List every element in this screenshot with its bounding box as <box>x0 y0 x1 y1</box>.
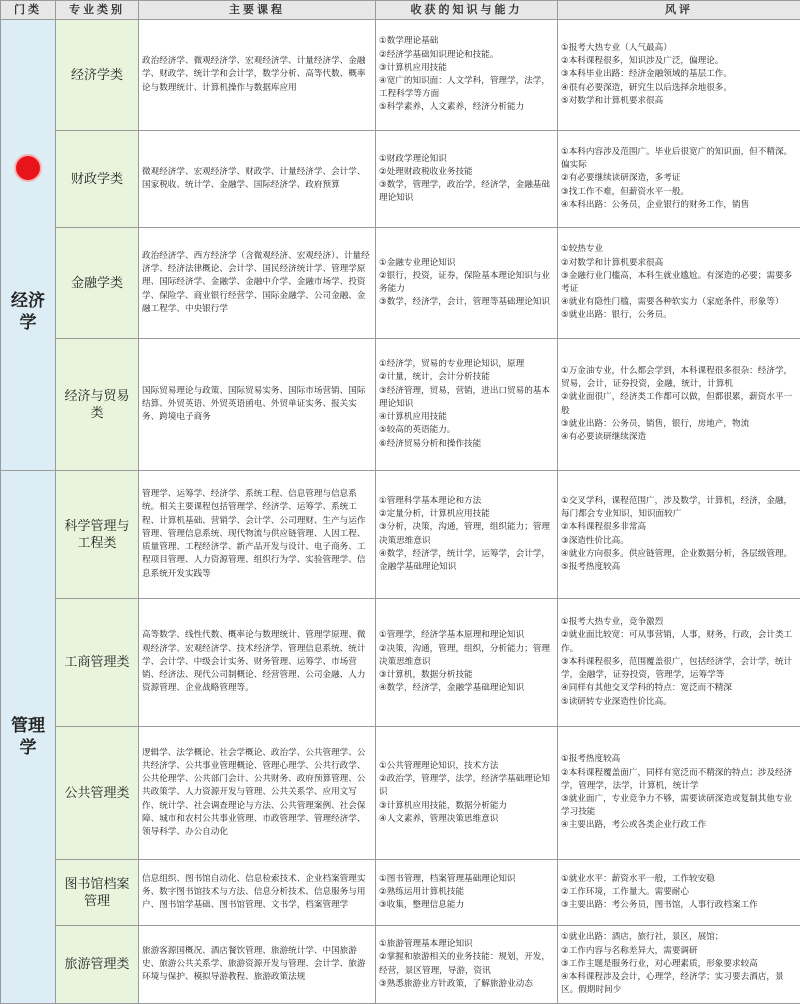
category-cell: 公共管理类 <box>56 727 139 860</box>
reviews-item: ④主要出路，考公或各类企业行政工作 <box>561 819 797 832</box>
reviews-item: ①报考大热专业，竞争激烈 <box>561 616 797 629</box>
group-name: 经济学 <box>8 290 48 334</box>
skills-cell <box>376 131 558 228</box>
reviews-item: ⑤报考热度较高 <box>561 561 797 574</box>
skills-item: ③计算机，数据分析技能 <box>379 669 554 682</box>
skills-item: ①数学理论基础 <box>379 35 554 48</box>
reviews-item: ②有必要继续读研深造，多考证 <box>561 172 797 185</box>
category-cell: 经济学类 <box>56 20 139 131</box>
skills-item: ③数学，经济学，会计，管理等基础理论知识 <box>379 296 554 309</box>
reviews-item: ②工作环境，工作量大。需要耐心 <box>561 886 797 899</box>
reviews-item: ②本科课程覆盖面广，同样有宽泛而不精深的特点；涉及经济学，管理学，法学，计算机，统计学 <box>561 767 797 793</box>
reviews-item: ④很有必要深造，研究生以后选择余地很多。 <box>561 82 797 95</box>
header-col-category: 专业类别 <box>56 1 139 20</box>
header-col-group: 门类 <box>1 1 56 20</box>
skills-item: ②计量，统计，会计分析技能 <box>379 371 554 384</box>
skills-item: ①金融专业理论知识 <box>379 257 554 270</box>
reviews-item: ②对数学和计算机要求很高 <box>561 257 797 270</box>
group-cell-inner <box>1 156 55 334</box>
reviews-item: ④同样有其他交叉学科的特点：宽泛而不精深 <box>561 682 797 695</box>
header-col-reviews: 风评 <box>558 1 800 20</box>
skills-cell <box>376 339 558 471</box>
reviews-item: ①就业水平：薪资水平一般，工作较安稳 <box>561 873 797 886</box>
reviews-item: ②本科课程很多非常高 <box>561 521 797 534</box>
reviews-item: ①万金油专业，什么都会学到，本科课程很多很杂：经济学，贸易，会计，证券投资，金融，统计，计算机 <box>561 365 797 391</box>
skills-cell <box>376 727 558 860</box>
table-row <box>1 20 800 131</box>
skills-item: ②处理财政税收业务技能 <box>379 166 554 179</box>
skills-item: ④人文素养，管理决策思维意识 <box>379 813 554 826</box>
reviews-item: ③就业面广，专业竞争力不够，需要读研深造或复制其他专业学习技能 <box>561 793 797 819</box>
courses-cell: 旅游客源国概况、酒店餐饮管理、旅游统计学、中国旅游史、旅游公共关系学、旅游资源开发与管理、会计学、旅游环境与保护、模拟导游教程、旅游政策法规 <box>139 926 376 1004</box>
reviews-item: ③本科毕业出路：经济金融领域的基层工作。 <box>561 68 797 81</box>
reviews-item: ④有必要读研继续深造 <box>561 431 797 444</box>
reviews-item: ③深造性价比高。 <box>561 535 797 548</box>
reviews-cell <box>558 20 800 131</box>
header-row <box>1 1 800 20</box>
skills-item: ②政治学，管理学，法学，经济学基础理论知识 <box>379 773 554 799</box>
skills-item: ②银行，投资，证券，保险基本理论知识与业务能力 <box>379 270 554 296</box>
reviews-item: ⑤读研转专业深造性价比高。 <box>561 696 797 709</box>
reviews-item: ②工作内容与名称差异大，需要调研 <box>561 945 797 958</box>
reviews-item: ①较热专业 <box>561 243 797 256</box>
table-row <box>1 727 800 860</box>
header-col-courses: 主要课程 <box>139 1 376 20</box>
reviews-item: ③金融行业门槛高，本科生就业尴尬。有深造的必要；需要多考证 <box>561 270 797 296</box>
courses-cell: 管理学、运筹学、经济学、系统工程、信息管理与信息系统。相关主要课程包括管理学、经济学、运筹学、系统工程、计算机基础、营销学、会计学、公司理财、生产与运作管理、管理信息系统、现代物流与供应链管理、人因工程、质量管理、工程经济学、新产品开发与设计、电子商务、工程项目管理、人力资源管理、组织行为学、实验管理学、信息系统开发实践等 <box>139 471 376 599</box>
reviews-cell <box>558 131 800 228</box>
skills-item: ④宽广的知识面：人文学科，管理学，法学，工程科学等方面 <box>379 75 554 101</box>
skills-cell <box>376 926 558 1004</box>
courses-cell: 高等数学、线性代数、概率论与数理统计、管理学原理、微观经济学、宏观经济学、技术经济学、管理信息系统、统计学、会计学、中级会计实务、财务管理、运筹学、市场营销、经济法、现代公司制概论、经营管理、公司金融、人力资源管理、企业战略管理等。 <box>139 599 376 727</box>
reviews-cell <box>558 471 800 599</box>
reviews-item: ②就业面很广，经济类工作都可以做，但都很累，薪资水平一般 <box>561 391 797 417</box>
reviews-item: ④就业有隐性门槛，需要各种软实力（家庭条件，形象等） <box>561 296 797 309</box>
reviews-item: ④本科课程涉及会计，心理学，经济学；实习要去酒店，景区。假期时间少 <box>561 971 797 997</box>
reviews-item: ②就业面比较宽：可从事营销，人事，财务，行政，会计类工作。 <box>561 629 797 655</box>
group-cell <box>1 20 56 471</box>
courses-cell: 信息组织、图书馆自动化、信息检索技术、企业档案管理实务、数字图书馆技术与方法、信息分析技术、信息服务与用户、图书馆学基础、图书馆管理、文书学，档案管理学 <box>139 860 376 926</box>
reviews-item: ③主要出路：考公务员，图书馆，人事行政档案工作 <box>561 899 797 912</box>
table-row <box>1 228 800 339</box>
category-cell: 旅游管理类 <box>56 926 139 1004</box>
reviews-cell <box>558 339 800 471</box>
table-row <box>1 926 800 1004</box>
skills-item: ⑤较高的英语能力。 <box>379 424 554 437</box>
skills-item: ①图书管理，档案管理基础理论知识 <box>379 873 554 886</box>
skills-item: ③计算机应用技能，数据分析能力 <box>379 800 554 813</box>
group-name: 管理学 <box>8 715 48 759</box>
reviews-cell <box>558 228 800 339</box>
group-cell-inner <box>1 715 55 759</box>
skills-item: ③经济管理，贸易，营销，进出口贸易的基本理论知识 <box>379 385 554 411</box>
red-dot-icon <box>16 156 40 180</box>
skills-cell <box>376 471 558 599</box>
reviews-item: ①报考大热专业（人气最高） <box>561 42 797 55</box>
courses-cell: 微观经济学、宏观经济学、财政学、计量经济学、会计学、国家税收、统计学、金融学、国际经济学、政府预算 <box>139 131 376 228</box>
skills-item: ②决策，沟通，管理，组织，分析能力；管理决策思维意识 <box>379 643 554 669</box>
skills-cell <box>376 860 558 926</box>
table-body <box>1 20 800 1004</box>
skills-item: ②定量分析，计算机应用技能 <box>379 508 554 521</box>
courses-cell: 政治经济学、微观经济学、宏观经济学、计量经济学、金融学、财政学、统计学和会计学，数学分析、高等代数、概率论与数理统计、计算机操作与数据库应用 <box>139 20 376 131</box>
skills-item: ③收集，整理信息能力 <box>379 899 554 912</box>
reviews-item: ①就业出路：酒店，旅行社，景区，展馆； <box>561 931 797 944</box>
skills-item: ⑥经济贸易分析和操作技能 <box>379 438 554 451</box>
skills-item: ③熟悉旅游业方针政策，了解旅游业动态 <box>379 978 554 991</box>
table-row <box>1 860 800 926</box>
skills-cell <box>376 599 558 727</box>
skills-item: ①管理学，经济学基本原理和理论知识 <box>379 629 554 642</box>
skills-cell <box>376 228 558 339</box>
skills-item: ④计算机应用技能 <box>379 411 554 424</box>
reviews-item: ③工作主题是服务行业，对心理素质，形象要求较高 <box>561 958 797 971</box>
group-cell <box>1 471 56 1004</box>
courses-cell: 政治经济学、西方经济学（含微观经济、宏观经济）、计量经济学、经济法律概论、会计学、国民经济统计学、管理学原理、国际经济学、金融学、金融中介学、金融市场学、投资学、保险学、商业银行经营学、国际金融学、公司金融、金融工程学、中央银行学 <box>139 228 376 339</box>
reviews-item: ①报考热度较高 <box>561 753 797 766</box>
table-row <box>1 471 800 599</box>
reviews-item: ②本科课程很多，知识涉及广泛，偏理论。 <box>561 55 797 68</box>
skills-item: ②经济学基础知识理论和技能。 <box>379 49 554 62</box>
table-row <box>1 599 800 727</box>
reviews-item: ③找工作不难，但薪资水平一般。 <box>561 186 797 199</box>
reviews-item: ④就业方向很多。供应链管理，企业数据分析，各层级管理。 <box>561 548 797 561</box>
skills-cell <box>376 20 558 131</box>
reviews-item: ⑤对数学和计算机要求很高 <box>561 95 797 108</box>
category-cell: 经济与贸易类 <box>56 339 139 471</box>
reviews-cell <box>558 599 800 727</box>
reviews-item: ③本科课程很多，范围覆盖很广，包括经济学，会计学，统计学，金融学，证券投资，管理学，运筹学等 <box>561 656 797 682</box>
skills-item: ②掌握和旅游相关的业务技能：规划，开发，经营，景区管理，导游，资讯 <box>379 951 554 977</box>
category-cell: 财政学类 <box>56 131 139 228</box>
skills-item: ①财政学理论知识 <box>379 153 554 166</box>
skills-item: ④数学，经济学，金融学基础理论知识 <box>379 682 554 695</box>
skills-item: ⑤科学素养，人文素养，经济分析能力 <box>379 101 554 114</box>
reviews-item: ①本科内容涉及范围广。毕业后很宽广的知识面，但不精深。偏实际 <box>561 146 797 172</box>
category-cell: 图书馆档案管理 <box>56 860 139 926</box>
category-cell: 金融学类 <box>56 228 139 339</box>
courses-cell: 国际贸易理论与政策、国际贸易实务、国际市场营销、国际结算、外贸英语、外贸英语函电、外贸单证实务、报关实务、跨境电子商务 <box>139 339 376 471</box>
skills-item: ②熟练运用计算机技能 <box>379 886 554 899</box>
skills-item: ①经济学，贸易的专业理论知识，原理 <box>379 358 554 371</box>
skills-item: ③分析，决策，沟通，管理，组织能力；管理决策思维意识 <box>379 521 554 547</box>
reviews-item: ③就业出路：公务员，销售，银行，房地产，物流 <box>561 418 797 431</box>
header-col-skills: 收获的知识与能力 <box>376 1 558 20</box>
category-cell: 工商管理类 <box>56 599 139 727</box>
table-row <box>1 131 800 228</box>
skills-item: ①旅游管理基本理论知识 <box>379 938 554 951</box>
skills-item: ①管理科学基本理论和方法 <box>379 495 554 508</box>
reviews-item: ①交叉学科，课程范围广，涉及数学，计算机，经济，金融，每门都会专业知识，知识面较广 <box>561 495 797 521</box>
reviews-cell <box>558 926 800 1004</box>
category-cell: 科学管理与工程类 <box>56 471 139 599</box>
reviews-item: ⑤就业出路：银行，公务员。 <box>561 309 797 322</box>
reviews-cell <box>558 727 800 860</box>
skills-item: ①公共管理理论知识，技术方法 <box>379 760 554 773</box>
table-row <box>1 339 800 471</box>
courses-cell: 逻辑学、法学概论、社会学概论、政治学、公共管理学、公共经济学、公共事业管理概论、管理心理学、公共行政学、公共伦理学、公共部门会计、公共财务、政府预算管理、公共政策学、人力资源开发与管理、公共关系学、应用文写作、统计学、社会调查理论与方法、公共管理案例、社会保障、城市和农村公共事业管理、市政管理学、管理经济学、领导科学、办公自动化 <box>139 727 376 860</box>
skills-item: ③计算机应用技能 <box>379 62 554 75</box>
reviews-cell <box>558 860 800 926</box>
skills-item: ④数学，经济学，统计学，运筹学，会计学，金融学基础理论知识 <box>379 548 554 574</box>
skills-item: ③数学，管理学，政治学，经济学，金融基础理论知识 <box>379 179 554 205</box>
reviews-item: ④本科出路：公务员，企业银行的财务工作，销售 <box>561 199 797 212</box>
